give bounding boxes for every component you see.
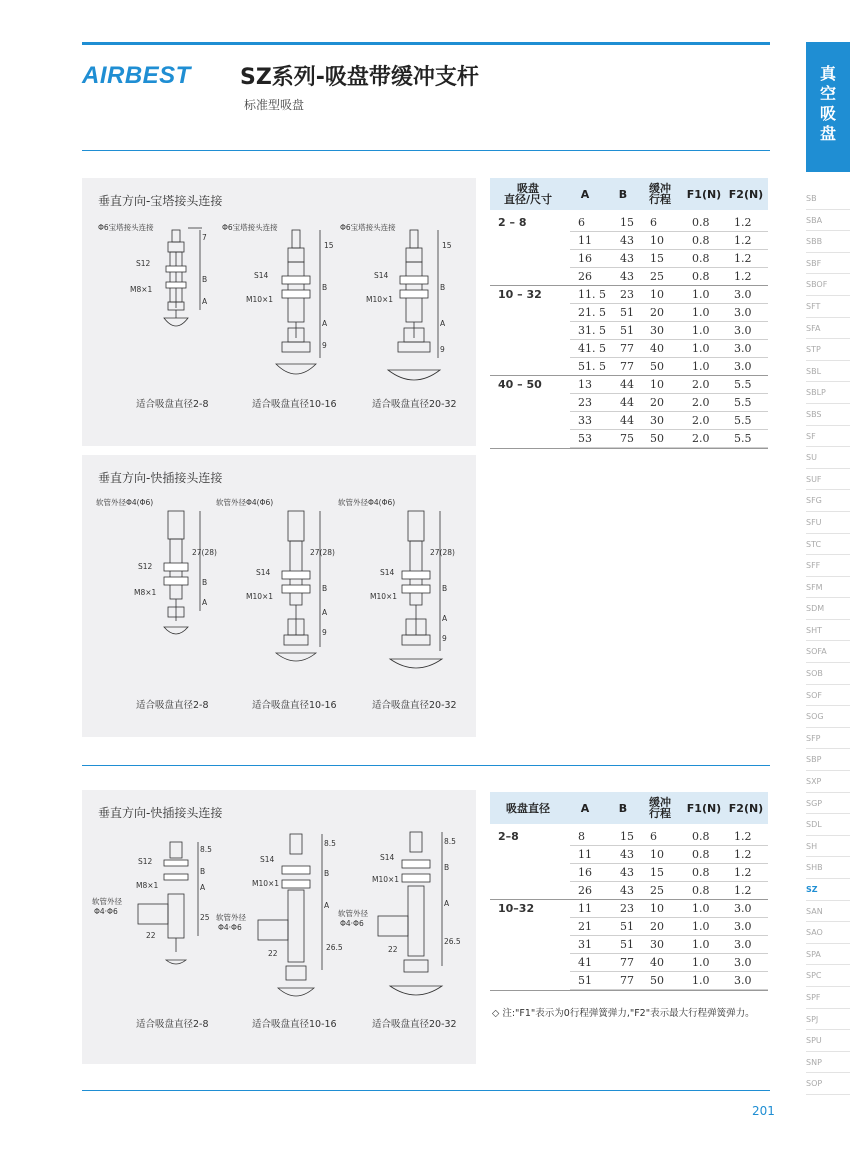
dim-height-26-5: 26.5 [326, 943, 343, 952]
table-cell: 15 [650, 252, 664, 265]
table-cell: 0.8 [692, 234, 710, 247]
group-label: 10 – 32 [498, 288, 542, 301]
table-cell: 43 [620, 884, 634, 897]
table-cell: 15 [620, 830, 634, 843]
table-cell: 10 [650, 848, 664, 861]
category-tab[interactable] [806, 42, 850, 172]
series-index-item[interactable]: SBB [806, 231, 850, 253]
label-s12: S12 [136, 259, 151, 268]
table-cell: 15 [620, 216, 634, 229]
label-s14: S14 [256, 568, 271, 577]
panel-side-push-in [82, 790, 476, 1064]
table-cell: 51 [620, 306, 634, 319]
table-cell: 16 [578, 866, 592, 879]
table-cell: 3.0 [734, 902, 752, 915]
dim-a: A [322, 319, 328, 328]
category-tab-char: 盘 [819, 124, 836, 143]
series-index-item[interactable]: SDM [806, 598, 850, 620]
spec-table-2 [490, 792, 768, 992]
header-divider [82, 150, 770, 151]
table-cell: 16 [578, 252, 592, 265]
label-thread-m10: M10×1 [370, 592, 398, 601]
label-thread-m10: M10×1 [246, 592, 274, 601]
table-header-cell: B [618, 187, 628, 201]
dim-height-26-5: 26.5 [444, 937, 461, 946]
series-index-item[interactable]: SDL [806, 814, 850, 836]
series-index-item[interactable]: SPC [806, 965, 850, 987]
table-cell: 8 [578, 830, 585, 843]
section-divider [82, 765, 770, 766]
table-cell: 2.0 [692, 414, 710, 427]
dim-b: B [200, 867, 206, 876]
table-cell: 3.0 [734, 342, 752, 355]
label-thread-m8: M8×1 [136, 881, 159, 890]
callout-barb-1: Φ6宝塔接头连接 [98, 223, 154, 232]
table-cell: 43 [620, 270, 634, 283]
table-cell: 51 [620, 324, 634, 337]
table-cell: 0.8 [692, 216, 710, 229]
table-cell: 1.0 [692, 360, 710, 373]
series-index-item[interactable]: SOFA [806, 641, 850, 663]
dim-nine: 9 [440, 345, 445, 354]
dim-a: A [322, 608, 328, 617]
table-cell: 5.5 [734, 396, 752, 409]
caption-size-20-32: 适合吸盘直径20-32 [372, 399, 457, 410]
caption-size-20-32: 适合吸盘直径20-32 [372, 700, 457, 711]
table-row [570, 376, 768, 394]
group-label: 2–8 [498, 830, 519, 843]
dim-height-25: 25 [200, 913, 210, 922]
table-cell: 5.5 [734, 378, 752, 391]
callout-hose-size: Φ4·Φ6 [340, 919, 364, 928]
table-cell: 1.2 [734, 830, 752, 843]
table-cell: 1.2 [734, 252, 752, 265]
table-cell: 1.0 [692, 974, 710, 987]
table-cell: 1.0 [692, 306, 710, 319]
table-cell: 51 [620, 920, 634, 933]
table-cell: 23 [620, 288, 634, 301]
table-cell: 20 [650, 920, 664, 933]
panel-vertical-barb [82, 178, 476, 446]
dim-top: 8.5 [200, 845, 212, 854]
table-cell: 50 [650, 974, 664, 987]
table-header-cell: 缓冲 行程 [649, 182, 671, 206]
table-cell: 3.0 [734, 288, 752, 301]
label-thread-m10: M10×1 [252, 879, 280, 888]
table-header-cell: F1(N) [686, 187, 722, 201]
dim-width-22: 22 [388, 945, 398, 954]
brand-logo: AIRBEST [82, 62, 191, 89]
table-cell: 10 [650, 378, 664, 391]
series-index-item[interactable]: SOG [806, 706, 850, 728]
table-row [570, 232, 768, 250]
table-cell: 0.8 [692, 884, 710, 897]
table-cell: 50 [650, 432, 664, 445]
table-bottom-rule [490, 990, 768, 991]
table-cell: 26 [578, 884, 592, 897]
table-cell: 31 [578, 938, 592, 951]
label-thread-m10: M10×1 [366, 295, 394, 304]
label-thread-m10: M10×1 [246, 295, 274, 304]
table-cell: 77 [620, 974, 634, 987]
callout-hose-od: 软管外径 [216, 913, 246, 922]
series-index-item[interactable]: SPA [806, 944, 850, 966]
dim-top: 15 [324, 241, 334, 250]
table-cell: 20 [650, 396, 664, 409]
panel-title: 垂直方向-宝塔接头连接 [98, 194, 223, 208]
dim-b: B [442, 584, 448, 593]
series-index-item[interactable]: SHB [806, 857, 850, 879]
table-row [570, 936, 768, 954]
caption-size-10-16: 适合吸盘直径10-16 [252, 1019, 337, 1030]
table-cell: 26 [578, 270, 592, 283]
table-cell: 25 [650, 884, 664, 897]
series-index-item[interactable]: SBF [806, 253, 850, 275]
table-header-cell: B [618, 801, 628, 815]
dim-b: B [322, 283, 328, 292]
dim-b: B [202, 275, 208, 284]
table-cell: 30 [650, 938, 664, 951]
label-thread-m8: M8×1 [134, 588, 157, 597]
table-cell: 1.0 [692, 342, 710, 355]
table-row [570, 412, 768, 430]
dim-a: A [202, 598, 208, 607]
page-title: SZ系列-吸盘带缓冲支杆 [240, 65, 479, 90]
series-index-item[interactable]: SPF [806, 987, 850, 1009]
table-cell: 3.0 [734, 938, 752, 951]
series-index-item[interactable]: SGP [806, 793, 850, 815]
dim-b: B [444, 863, 450, 872]
table-cell: 1.0 [692, 938, 710, 951]
series-index-item[interactable]: SBOF [806, 274, 850, 296]
series-index-item[interactable]: SBS [806, 404, 850, 426]
dim-a: A [440, 319, 446, 328]
table-cell: 6 [650, 830, 657, 843]
table-row [570, 214, 768, 232]
table-cell: 43 [620, 252, 634, 265]
table-cell: 77 [620, 342, 634, 355]
table-cell: 11 [578, 234, 592, 247]
series-index-item[interactable]: SAO [806, 922, 850, 944]
table-cell: 6 [650, 216, 657, 229]
callout-hose-1: 软管外径Φ4(Φ6) [96, 498, 154, 507]
dim-b: B [322, 584, 328, 593]
dim-top: 27(28) [310, 548, 335, 557]
table-header-cell: 吸盘 直径/尺寸 [503, 182, 553, 206]
table-cell: 41. 5 [578, 342, 606, 355]
series-index-item[interactable]: SXP [806, 771, 850, 793]
footer-divider [82, 1090, 770, 1091]
table-cell: 0.8 [692, 866, 710, 879]
dim-b: B [202, 578, 208, 587]
table-cell: 40 [650, 956, 664, 969]
callout-barb-2: Φ6宝塔接头连接 [222, 223, 278, 232]
series-index-item[interactable]: SZ [806, 879, 850, 901]
series-index [806, 188, 850, 1095]
table-cell: 1.0 [692, 902, 710, 915]
table-cell: 1.0 [692, 956, 710, 969]
table-cell: 51. 5 [578, 360, 606, 373]
panel-title: 垂直方向-快插接头连接 [98, 471, 223, 485]
table-row [570, 394, 768, 412]
label-thread-m8: M8×1 [130, 285, 153, 294]
table-cell: 20 [650, 306, 664, 319]
table-row [570, 430, 768, 448]
table-row [570, 900, 768, 918]
table-cell: 21. 5 [578, 306, 606, 319]
table-cell: 30 [650, 414, 664, 427]
table-row [570, 882, 768, 900]
table-cell: 25 [650, 270, 664, 283]
dim-top: 27(28) [192, 548, 217, 557]
category-tab-char: 空 [819, 84, 836, 103]
callout-hose-3: 软管外径Φ4(Φ6) [338, 498, 396, 507]
table-cell: 1.0 [692, 920, 710, 933]
series-index-item[interactable]: SOP [806, 1073, 850, 1095]
table-cell: 3.0 [734, 324, 752, 337]
caption-size-20-32: 适合吸盘直径20-32 [372, 1019, 457, 1030]
table-cell: 23 [578, 396, 592, 409]
table-row [570, 250, 768, 268]
table-cell: 1.2 [734, 234, 752, 247]
table-cell: 33 [578, 414, 592, 427]
label-thread-m10: M10×1 [372, 875, 400, 884]
series-index-item[interactable]: SB [806, 188, 850, 210]
table-cell: 77 [620, 956, 634, 969]
table-row [570, 918, 768, 936]
table-header [490, 792, 768, 824]
table-cell: 40 [650, 342, 664, 355]
table-cell: 31. 5 [578, 324, 606, 337]
page-number: 201 [752, 1104, 775, 1118]
table-cell: 53 [578, 432, 592, 445]
series-index-item[interactable]: SUF [806, 469, 850, 491]
table-cell: 3.0 [734, 974, 752, 987]
dim-width-22: 22 [146, 931, 156, 940]
caption-size-2-8: 适合吸盘直径2-8 [136, 399, 209, 410]
caption-size-2-8: 适合吸盘直径2-8 [136, 700, 209, 711]
series-index-item[interactable]: SFF [806, 555, 850, 577]
table-cell: 2.0 [692, 396, 710, 409]
dim-top-small: 7 [202, 233, 207, 242]
label-s12: S12 [138, 857, 153, 866]
dim-top: 8.5 [324, 839, 336, 848]
table-row [570, 954, 768, 972]
label-s14: S14 [260, 855, 275, 864]
series-index-item[interactable]: STP [806, 339, 850, 361]
table-row [570, 864, 768, 882]
table-cell: 44 [620, 396, 634, 409]
table-header-cell: F2(N) [728, 801, 764, 815]
series-index-item[interactable]: SH [806, 836, 850, 858]
table-cell: 1.2 [734, 866, 752, 879]
table-cell: 5.5 [734, 432, 752, 445]
table-cell: 30 [650, 324, 664, 337]
table-cell: 1.2 [734, 216, 752, 229]
series-index-item[interactable]: SFM [806, 577, 850, 599]
dim-top: 8.5 [444, 837, 456, 846]
table-header-cell: A [580, 801, 590, 815]
dim-top: 15 [442, 241, 452, 250]
series-index-item[interactable]: SNP [806, 1052, 850, 1074]
spec-table-1 [490, 178, 768, 450]
table-cell: 23 [620, 902, 634, 915]
table-cell: 13 [578, 378, 592, 391]
table-row [570, 358, 768, 376]
table-cell: 51 [578, 974, 592, 987]
table-cell: 3.0 [734, 956, 752, 969]
table-cell: 44 [620, 378, 634, 391]
series-index-item[interactable]: SOF [806, 685, 850, 707]
dim-b: B [440, 283, 446, 292]
panel-vertical-push-in [82, 455, 476, 737]
table-cell: 10 [650, 902, 664, 915]
series-index-item[interactable]: SAN [806, 901, 850, 923]
table-cell: 11. 5 [578, 288, 606, 301]
dim-nine: 9 [442, 634, 447, 643]
top-rule [82, 42, 770, 45]
category-tab-char: 真 [819, 64, 836, 83]
table-cell: 41 [578, 956, 592, 969]
table-cell: 2.0 [692, 432, 710, 445]
label-s14: S14 [380, 568, 395, 577]
dim-b: B [324, 869, 330, 878]
table-cell: 21 [578, 920, 592, 933]
table-cell: 77 [620, 360, 634, 373]
table-cell: 10 [650, 288, 664, 301]
table-cell: 44 [620, 414, 634, 427]
table-cell: 75 [620, 432, 634, 445]
caption-size-10-16: 适合吸盘直径10-16 [252, 700, 337, 711]
table-cell: 1.2 [734, 884, 752, 897]
series-index-item[interactable]: SBA [806, 210, 850, 232]
dim-a: A [442, 614, 448, 623]
caption-size-10-16: 适合吸盘直径10-16 [252, 399, 337, 410]
table-cell: 0.8 [692, 270, 710, 283]
panel-title: 垂直方向-快插接头连接 [98, 806, 223, 820]
series-index-item[interactable]: SOB [806, 663, 850, 685]
callout-hose-size: Φ4·Φ6 [218, 923, 242, 932]
table-cell: 43 [620, 848, 634, 861]
table-row [570, 322, 768, 340]
table-cell: 3.0 [734, 920, 752, 933]
table-cell: 1.0 [692, 288, 710, 301]
table-cell: 1.2 [734, 848, 752, 861]
series-index-item[interactable]: SBP [806, 749, 850, 771]
table-cell: 10 [650, 234, 664, 247]
table-row [570, 268, 768, 286]
series-index-item[interactable]: SU [806, 447, 850, 469]
series-index-item[interactable]: SFP [806, 728, 850, 750]
callout-hose-size: Φ4·Φ6 [94, 907, 118, 916]
table-bottom-rule [490, 448, 768, 449]
dim-a: A [324, 901, 330, 910]
table-cell: 50 [650, 360, 664, 373]
series-index-item[interactable]: SFT [806, 296, 850, 318]
table-header-cell: F2(N) [728, 187, 764, 201]
label-s12: S12 [138, 562, 153, 571]
table-row [570, 972, 768, 990]
table-cell: 3.0 [734, 360, 752, 373]
dim-a: A [444, 899, 450, 908]
series-index-item[interactable]: SPJ [806, 1009, 850, 1031]
series-index-item[interactable]: SFU [806, 512, 850, 534]
table-row [570, 340, 768, 358]
callout-barb-3: Φ6宝塔接头连接 [340, 223, 396, 232]
table-cell: 2.0 [692, 378, 710, 391]
caption-size-2-8: 适合吸盘直径2-8 [136, 1019, 209, 1030]
group-label: 10–32 [498, 902, 535, 915]
series-index-item[interactable]: SBLP [806, 382, 850, 404]
table-header-cell: A [580, 187, 590, 201]
dim-a: A [202, 297, 208, 306]
table-header-cell: 吸盘直径 [506, 801, 550, 815]
table-cell: 51 [620, 938, 634, 951]
table-cell: 15 [650, 866, 664, 879]
dim-nine: 9 [322, 341, 327, 350]
dim-a: A [200, 883, 206, 892]
label-s14: S14 [374, 271, 389, 280]
table-header [490, 178, 768, 210]
table-cell: 11 [578, 848, 592, 861]
series-index-item[interactable]: SF [806, 426, 850, 448]
table-header-cell: F1(N) [686, 801, 722, 815]
table-row [570, 828, 768, 846]
label-s14: S14 [380, 853, 395, 862]
group-label: 2 – 8 [498, 216, 527, 229]
table-cell: 1.0 [692, 324, 710, 337]
table-cell: 0.8 [692, 830, 710, 843]
table-cell: 11 [578, 902, 592, 915]
table-row [570, 846, 768, 864]
table-row [570, 286, 768, 304]
table-cell: 5.5 [734, 414, 752, 427]
series-index-item[interactable]: SFA [806, 318, 850, 340]
table-cell: 1.2 [734, 270, 752, 283]
table-row [570, 304, 768, 322]
page-subtitle: 标准型吸盘 [244, 98, 305, 112]
dim-width-22: 22 [268, 949, 278, 958]
dim-nine: 9 [322, 628, 327, 637]
series-index-item[interactable]: SPU [806, 1030, 850, 1052]
series-index-item[interactable]: SHT [806, 620, 850, 642]
dim-top: 27(28) [430, 548, 455, 557]
group-label: 40 – 50 [498, 378, 542, 391]
table-cell: 0.8 [692, 252, 710, 265]
series-index-item[interactable]: SFG [806, 490, 850, 512]
table-cell: 6 [578, 216, 585, 229]
callout-hose-2: 软管外径Φ4(Φ6) [216, 498, 274, 507]
table-cell: 3.0 [734, 306, 752, 319]
callout-hose-od: 软管外径 [92, 897, 122, 906]
category-tab-char: 吸 [819, 104, 836, 123]
label-s14: S14 [254, 271, 269, 280]
series-index-item[interactable]: SBL [806, 361, 850, 383]
drawing-push-in-connection [82, 455, 476, 737]
table-cell: 43 [620, 866, 634, 879]
table-header-cell: 缓冲 行程 [649, 796, 671, 820]
table-cell: 0.8 [692, 848, 710, 861]
series-index-item[interactable]: STC [806, 534, 850, 556]
table-cell: 43 [620, 234, 634, 247]
table-note: ◇ 注:"F1"表示为0行程弹簧弹力,"F2"表示最大行程弹簧弹力。 [492, 1008, 755, 1019]
callout-hose-od: 软管外径 [338, 909, 368, 918]
